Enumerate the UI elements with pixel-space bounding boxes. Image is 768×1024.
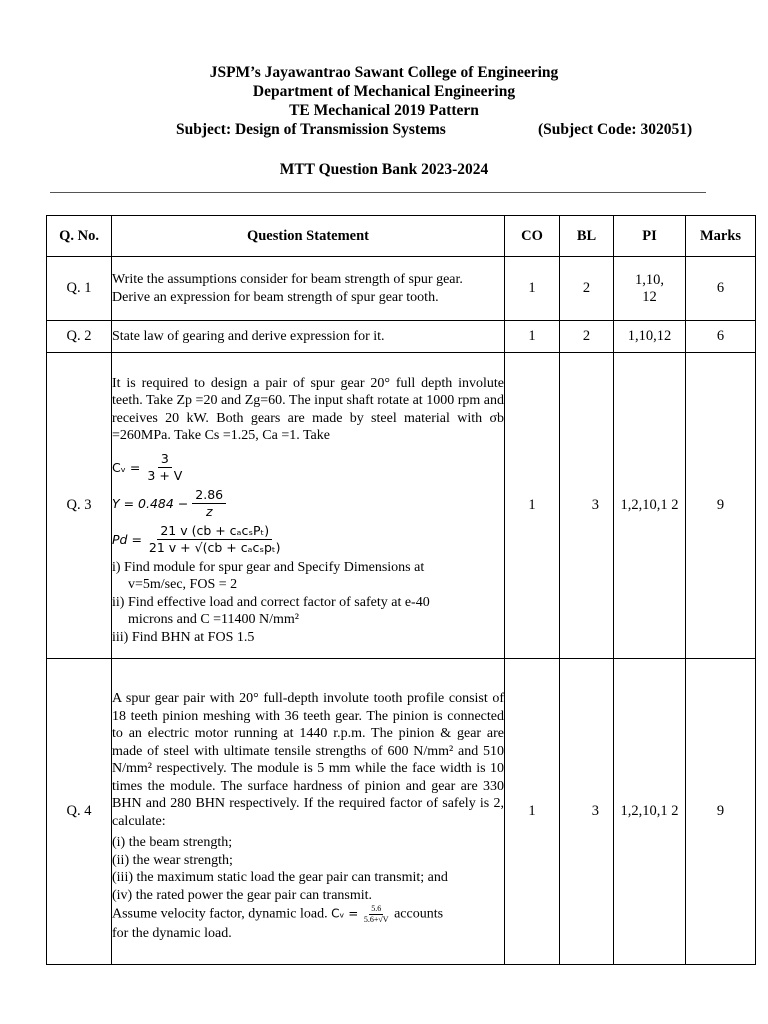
col-header-pi: PI [614, 216, 686, 257]
pi-value: 1,2,10,1 2 [620, 803, 679, 819]
qno-cell: Q. 4 [47, 659, 112, 965]
pi-cell [614, 659, 686, 965]
statement-cell: Write the assumptions consider for beam strength of spur gear. Derive an expression for beam strength of spur gear tooth. [112, 257, 505, 321]
formula-pd-den: 21 v + √(cb + cₐcₛpₜ) [148, 539, 281, 555]
statement-cell [112, 659, 505, 965]
table-header-row [47, 216, 756, 257]
pi-cell [614, 353, 686, 659]
part-item: (iii) the maximum static load the gear pair can transmit; and [112, 870, 448, 886]
part-item: v=5m/sec, FOS = 2 [128, 577, 238, 593]
qno-cell: Q. 2 [47, 321, 112, 353]
pi-value: 1,10, 12 [635, 271, 664, 305]
qno-cell: Q. 1 [47, 257, 112, 321]
program-name: TE Mechanical 2019 Pattern [289, 102, 479, 119]
formula-cv-lhs: Cᵥ = [112, 459, 141, 475]
marks-cell: 6 [686, 257, 756, 321]
part-item: ii) Find effective load and correct factor of safety at e-40 [112, 594, 430, 610]
col-header-statement: Question Statement [112, 216, 505, 257]
statement-cell [112, 353, 505, 659]
formula-pd-num: 21 v (cb + cₐcₛPₜ) [157, 523, 272, 540]
bl-cell: 2 [560, 257, 614, 321]
statement-intro: It is required to design a pair of spur gear 20° full depth involute teeth. Take Zp =20 and Zg=60. The input shaft rotate at 1000 rpm and receives 20 kW. Both gears are made by steel material with σb =260MPa. Take Cs =1.25, Ca =1. Take [112, 375, 504, 444]
co-cell: 1 [505, 321, 560, 353]
table-row [47, 659, 756, 965]
question-bank-title: MTT Question Bank 2023-2024 [279, 161, 489, 178]
co-cell: 1 [505, 659, 560, 965]
part-item: iii) Find BHN at FOS 1.5 [112, 629, 255, 645]
pi-cell: 1,10,12 [614, 321, 686, 353]
closing-num: 5.6 [371, 904, 382, 914]
pi-value: 1,2,10,1 2 [620, 497, 679, 513]
formula-pd [112, 523, 504, 556]
formula-y-den: z [205, 503, 213, 519]
part-item: (ii) the wear strength; [112, 852, 233, 868]
closing-cv: Cᵥ = [331, 906, 359, 921]
question-table [46, 215, 756, 965]
closing-den: 5.6+√V [363, 915, 389, 925]
marks-cell: 6 [686, 321, 756, 353]
subject-title: Subject: Design of Transmission Systems [176, 121, 446, 138]
part-item: i) Find module for spur gear and Specify Dimensions at [112, 559, 425, 575]
bl-cell: 3 [560, 353, 614, 659]
bl-cell: 3 [560, 659, 614, 965]
statement-intro: A spur gear pair with 20° full-depth involute tooth profile consist of 18 teeth pinion meshing with 36 teeth gear. The pinion is connected to an electric motor running at 1440 r.p.m. The pinion & gear are made of steel with ultimate tensile strengths of 600 N/mm² and 510 N/mm² respectively. The module is 5 mm while the face width is 10 times the module. The surface hardness of pinion and gear are 330 BHN and 280 BHN respectively. If the required factor of safely is 2, calculate: [112, 691, 504, 829]
formula-pd-lhs: Pd = [112, 531, 142, 547]
closing-post: accounts [394, 906, 444, 922]
part-item: microns and C =11400 N/mm² [128, 612, 300, 628]
statement-cell: State law of gearing and derive expression for it. [112, 321, 505, 353]
table-row [47, 353, 756, 659]
marks-cell: 9 [686, 659, 756, 965]
co-cell: 1 [505, 353, 560, 659]
part-item: (iv) the rated power the gear pair can transmit. [112, 887, 373, 903]
co-cell: 1 [505, 257, 560, 321]
part-item: (i) the beam strength; [112, 835, 233, 851]
closing-end: for the dynamic load. [112, 926, 232, 942]
marks-cell: 9 [686, 353, 756, 659]
bl-cell: 2 [560, 321, 614, 353]
formula-cv-num: 3 [158, 451, 172, 468]
col-header-qno: Q. No. [47, 216, 112, 257]
table-row [47, 257, 756, 321]
closing-text: Assume velocity factor, dynamic load. [112, 906, 328, 922]
formula-block [112, 451, 504, 556]
department-name: Department of Mechanical Engineering [252, 83, 516, 100]
formula-y [112, 487, 504, 520]
formula-y-num: 2.86 [192, 487, 226, 504]
qno-cell: Q. 3 [47, 353, 112, 659]
pi-cell [614, 257, 686, 321]
col-header-co: CO [505, 216, 560, 257]
col-header-bl: BL [560, 216, 614, 257]
closing-line [112, 904, 504, 925]
formula-cv-den: 3 + V [147, 467, 183, 483]
formula-y-lhs: Y = 0.484 − [112, 495, 189, 511]
header-divider [50, 192, 706, 193]
formula-cv [112, 451, 504, 484]
col-header-marks: Marks [686, 216, 756, 257]
table-row [47, 321, 756, 353]
subject-code: (Subject Code: 302051) [538, 121, 693, 138]
college-name: JSPM’s Jayawantrao Sawant College of Engineering [209, 64, 559, 81]
